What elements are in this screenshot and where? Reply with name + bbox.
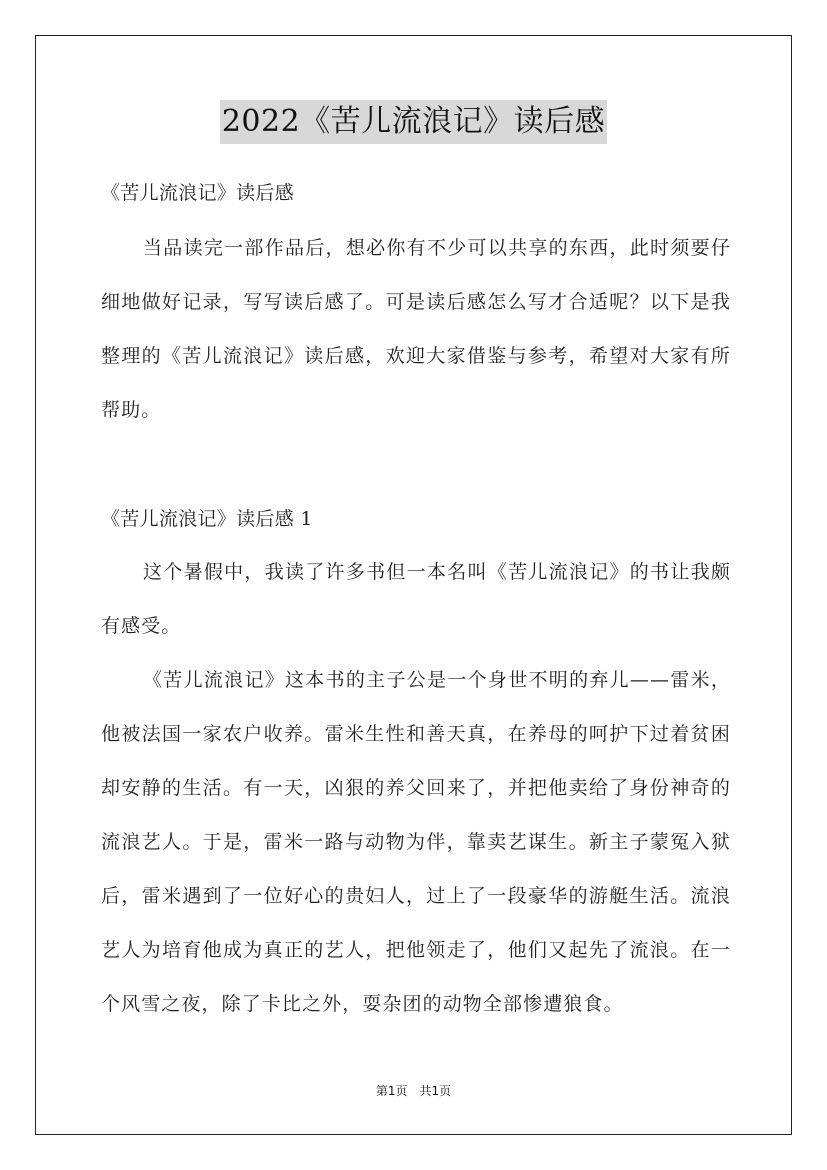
intro-heading: 《苦儿流浪记》读后感 (101, 182, 295, 204)
page-footer (0, 1083, 827, 1099)
section1-paragraph-1: 这个暑假中，我读了许多书但一本名叫《苦儿流浪记》的书让我颇有感受。 (101, 561, 731, 637)
section1-paragraph-2: 《苦儿流浪记》这本书的主子公是一个身世不明的弃儿——雷米，他被法国一家农户收养。雷米生性和善天真，在养母的呵护下过着贫困却安静的生活。有一天，凶狠的养父回来了，并把他卖给了身份神奇的流浪艺人。于是，雷米一路与动物为伴，靠卖艺谋生。新主子蒙冤入狱后，雷米遇到了一位好心的贵妇人，过上了一段豪华的游艇生活。流浪艺人为培育他成为真正的艺人，把他领走了，他们又起先了流浪。在一个风雪之夜，除了卡比之外，耍杂团的动物全部惨遭狼食。 (101, 669, 731, 1015)
document-title-wrapper (0, 100, 827, 144)
section1-heading: 《苦儿流浪记》读后感 1 (101, 508, 313, 530)
document-title: 2022《苦儿流浪记》读后感 (220, 100, 607, 144)
page-number: 第1页 (375, 1084, 408, 1098)
page-total: 共1页 (419, 1084, 452, 1098)
intro-paragraph: 当品读完一部作品后，想必你有不少可以共享的东西，此时须要仔细地做好记录，写写读后感了。可是读后感怎么写才合适呢？以下是我整理的《苦儿流浪记》读后感，欢迎大家借鉴与参考，希望对大家有所帮助。 (101, 237, 731, 421)
